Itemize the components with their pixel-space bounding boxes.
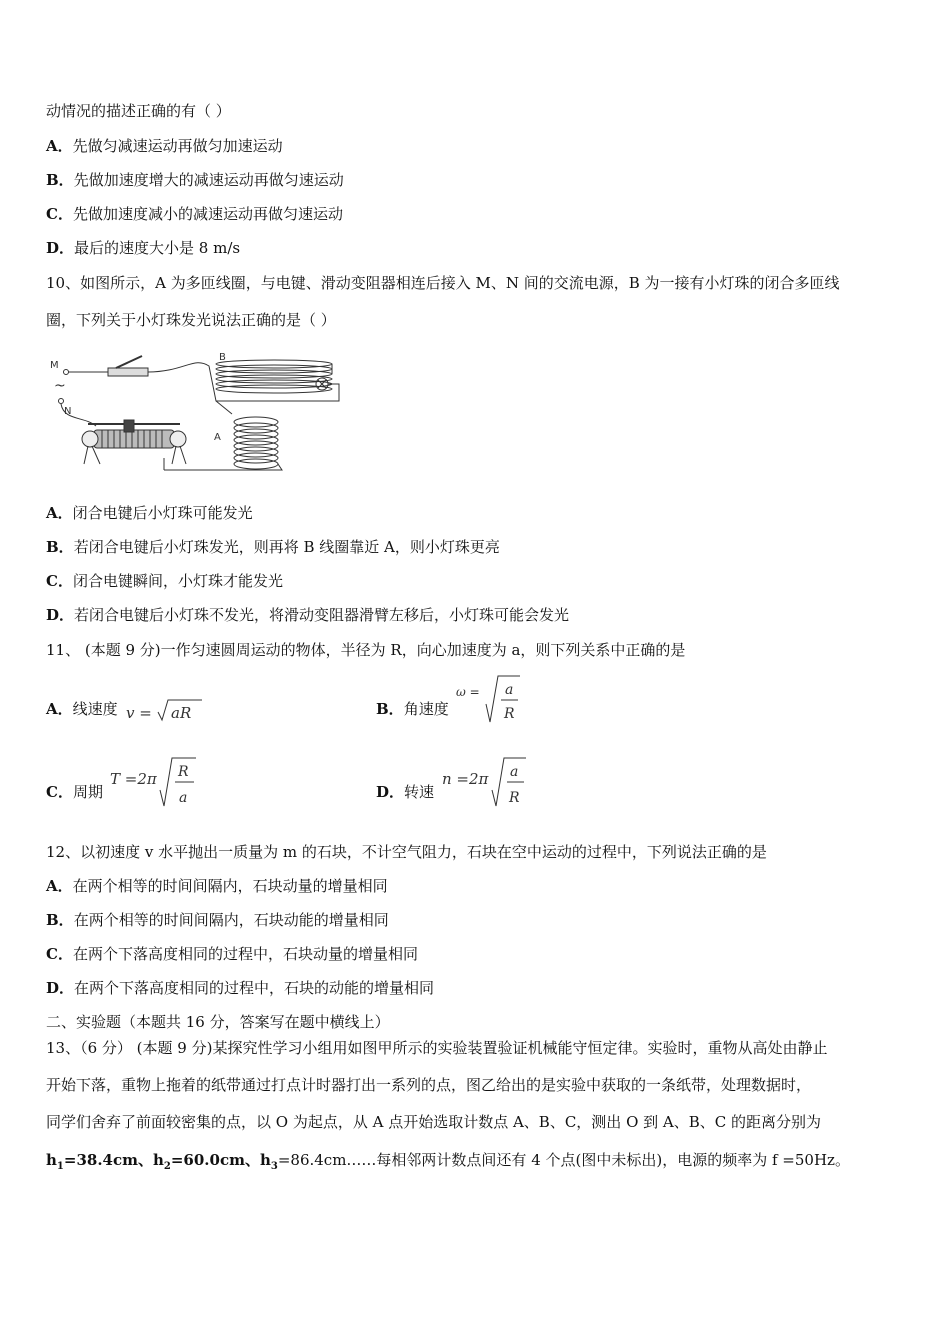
q11-stem: 11、 (本题 9 分)一作匀速圆周运动的物体，半径为 R，向心加速度为 a，则下列关系中正确的是 xyxy=(46,641,686,659)
q9-option-b: B．先做加速度增大的减速运动再做匀速运动 xyxy=(46,171,344,189)
svg-text:v =: v = xyxy=(126,704,152,722)
label-n: N xyxy=(64,406,72,417)
coil-b xyxy=(216,360,332,393)
q10-stem-line2: 圈，下列关于小灯珠发光说法正确的是（ ） xyxy=(46,311,336,329)
q12-option-b: B．在两个相等的时间间隔内，石块动能的增量相同 xyxy=(46,911,389,929)
formula-c xyxy=(110,756,200,810)
coil-circuit-diagram xyxy=(44,346,344,476)
q9-option-a: A．先做匀减速运动再做匀加速运动 xyxy=(46,137,283,155)
label-m: M xyxy=(50,360,59,371)
svg-text:a: a xyxy=(179,790,188,806)
q9-option-d: D．最后的速度大小是 8 m/s xyxy=(46,239,241,257)
svg-text:R: R xyxy=(509,790,520,806)
q10-option-c: C．闭合电键瞬间，小灯珠才能发光 xyxy=(46,572,283,590)
svg-text:aR: aR xyxy=(171,704,192,722)
formula-a xyxy=(126,696,206,726)
formula-d xyxy=(442,756,532,810)
svg-text:R: R xyxy=(504,706,515,722)
q11-option-b: B．角速度 xyxy=(376,700,449,718)
svg-text:a: a xyxy=(505,682,514,698)
q10-option-a: A．闭合电键后小灯珠可能发光 xyxy=(46,504,253,522)
ac-source-icon: ~ xyxy=(54,378,66,394)
q13-line1: 13、（6 分） (本题 9 分)某探究性学习小组用如图甲所示的实验装置验证机械能守恒定律。实验时，重物从高处由静止 xyxy=(46,1039,828,1057)
q10-option-b: B．若闭合电键后小灯珠发光，则再将 B 线圈靠近 A，则小灯珠更亮 xyxy=(46,538,500,556)
svg-text:n =2π: n =2π xyxy=(442,770,489,788)
terminal-n xyxy=(59,399,64,404)
q10-option-d: D．若闭合电键后小灯珠不发光，将滑动变阻器滑臂左移后，小灯珠可能会发光 xyxy=(46,606,570,624)
q9-option-c: C．先做加速度减小的减速运动再做匀速运动 xyxy=(46,205,343,223)
q12-option-c: C．在两个下落高度相同的过程中，石块动量的增量相同 xyxy=(46,945,418,963)
switch-icon xyxy=(108,368,148,376)
q12-option-d: D．在两个下落高度相同的过程中，石块的动能的增量相同 xyxy=(46,979,435,997)
q13-line4: $h_1=38.4cm$、$h_2=60.0cm$、$h_3=86.4cm\dots\dots$每相邻两计数点间还有 4 个点(图中未标出)，电源的频率为 f =50Hz。 xyxy=(46,1151,850,1172)
q13-line3: 同学们舍弃了前面较密集的点，以 O 为起点，从 A 点开始选取计数点 A、B、C，测出 O 到 A、B、C 的距离分别为 xyxy=(46,1113,822,1131)
label-b: B xyxy=(219,352,226,363)
q11-option-a: A．线速度 xyxy=(46,700,118,718)
section-title: 二、实验题（本题共 16 分，答案写在题中横线上） xyxy=(46,1013,390,1031)
svg-text:R: R xyxy=(178,764,189,780)
svg-text:a: a xyxy=(510,764,519,780)
formula-b xyxy=(456,674,526,726)
svg-text:T =2π: T =2π xyxy=(110,770,157,788)
label-a: A xyxy=(214,432,221,443)
q11-option-d: D．转速 xyxy=(376,783,435,801)
q10-stem-line1: 10、如图所示，A 为多匝线圈，与电键、滑动变阻器相连后接入 M、N 间的交流电源，B 为一接有小灯珠的闭合多匝线 xyxy=(46,274,840,292)
q11-option-c: C．周期 xyxy=(46,783,103,801)
q13-line2: 开始下落，重物上拖着的纸带通过打点计时器打出一系列的点，图乙给出的是实验中获取的一条纸带，处理数据时， xyxy=(46,1076,812,1094)
svg-text:ω =: ω = xyxy=(456,685,480,699)
q12-stem: 12、以初速度 v 水平抛出一质量为 m 的石块，不计空气阻力，石块在空中运动的过程中，下列说法正确的是 xyxy=(46,843,767,861)
terminal-m xyxy=(64,370,69,375)
rheostat-icon xyxy=(82,420,186,464)
q9-stem-tail: 动情况的描述正确的有（ ） xyxy=(46,102,231,120)
q12-option-a: A．在两个相等的时间间隔内，石块动量的增量相同 xyxy=(46,877,388,895)
coil-a xyxy=(234,417,278,469)
